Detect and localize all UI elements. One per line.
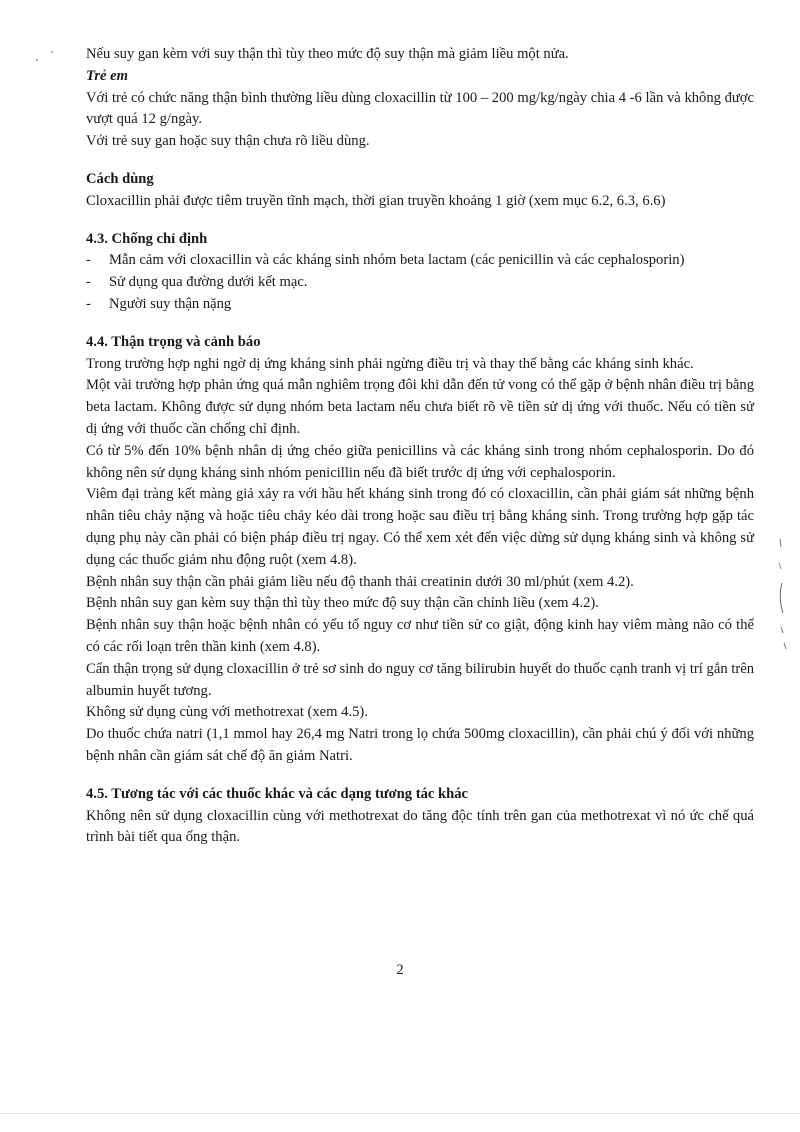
precautions-paragraph: Một vài trường hợp phản ứng quá mẫn nghiêm trọng đôi khi dẫn đến tử vong có thể gặp ở bệnh nhân điều trị bằng beta lactam. Không được sử dụng nhóm beta lactam nếu chưa biết rõ về tiền sử dị ứng với thuốc. Nếu có tiền sử dị ứng với thuốc cần chống chỉ định.: [86, 377, 754, 437]
precautions-paragraph: Bệnh nhân suy gan kèm suy thận thì tùy theo mức độ suy thận cần chỉnh liều (xem 4.2).: [86, 595, 599, 612]
scan-edge-marks: [760, 535, 800, 685]
children-liver-kidney-text: Với trẻ suy gan hoặc suy thận chưa rõ liều dùng.: [86, 133, 370, 150]
scan-corner-marks: [30, 36, 70, 76]
page-number: 2: [396, 962, 404, 978]
precautions-paragraph: Bệnh nhân suy thận cần phải giảm liều nếu độ thanh thải creatinin dưới 30 ml/phút (xem 4.2).: [86, 573, 634, 590]
page-edge-line: [0, 1113, 800, 1114]
contraindications-heading: 4.3. Chống chỉ định: [86, 230, 208, 247]
interactions-text: Không nên sử dụng cloxacillin cùng với methotrexat do tăng độc tính trên gan của methotrexat vì nó ức chế quá trình bài tiết qua ống thận.: [86, 807, 754, 846]
precautions-paragraph: Trong trường hợp nghi ngờ dị ứng kháng sinh phải ngừng điều trị và thay thế bằng các kháng sinh khác.: [86, 355, 694, 372]
children-heading: Trẻ em: [86, 67, 129, 84]
precautions-paragraph: Do thuốc chứa natri (1,1 mmol hay 26,4 mg Natri trong lọ chứa 500mg cloxacillin), cần phải chú ý đối với những bệnh nhân cần giám sát chế độ ăn giảm Natri.: [86, 726, 754, 764]
precautions-paragraph: Bệnh nhân suy thận hoặc bệnh nhân có yếu tố nguy cơ như tiền sử co giật, động kinh hay viêm màng não có thể có các rối loạn trên thần kinh (xem 4.8).: [86, 617, 754, 655]
interactions-heading: 4.5. Tương tác với các thuốc khác và các dạng tương tác khác: [86, 785, 469, 802]
intro-line: Nếu suy gan kèm với suy thận thì tùy theo mức độ suy thận mà giảm liều một nửa.: [86, 46, 569, 62]
precautions-paragraph: Không sử dụng cùng với methotrexat (xem 4.5).: [86, 704, 368, 721]
precautions-paragraph: Cẩn thận trọng sử dụng cloxacillin ở trẻ sơ sinh do nguy cơ tăng bilirubin huyết do thuốc cạnh tranh vị trí gắn trên albumin huyết tương.: [86, 660, 754, 699]
usage-text: Cloxacillin phải được tiêm truyền tĩnh mạch, thời gian truyền khoảng 1 giờ (xem mục 6.2, 6.3, 6.6): [86, 192, 666, 209]
children-dosage-text: Với trẻ có chức năng thận bình thường liều dùng cloxacillin từ 100 – 200 mg/kg/ngày chia 4 -6 lần và không được vượt quá 12 g/ngày.: [86, 89, 754, 128]
document-page: [86, 44, 754, 849]
list-item: - Sử dụng qua đường dưới kết mạc.: [86, 272, 754, 294]
precautions-paragraph: Có từ 5% đến 10% bệnh nhân dị ứng chéo giữa penicillins và các kháng sinh trong nhóm cephalosporin. Do đó không nên sử dụng kháng sinh nhóm penicillin nếu đã biết trước dị ứng với cephalosporin.: [86, 442, 754, 481]
list-item: - Mẫn cảm với cloxacillin và các kháng sinh nhóm beta lactam (các penicillin và các cephalosporin): [86, 250, 754, 272]
usage-heading: Cách dùng: [86, 170, 154, 187]
contraindications-list: [86, 250, 754, 315]
list-item: - Người suy thận nặng: [86, 294, 754, 316]
precautions-heading: 4.4. Thận trọng và cảnh báo: [86, 333, 261, 350]
precautions-paragraph: Viêm đại tràng kết màng giả xảy ra với hầu hết kháng sinh trong đó có cloxacillin, cần phải giám sát những bệnh nhân tiêu chảy nặng và hoặc tiêu chảy kéo dài trong hoặc sau điều trị bằng kháng sinh. Trong trường hợp gặp tác dụng phụ này cần phải có biện pháp điều trị ngay. Có thể xem xét đến việc dừng sử dụng kháng sinh và không sử dụng các thuốc giảm nhu động ruột (xem 4.8).: [86, 486, 754, 568]
